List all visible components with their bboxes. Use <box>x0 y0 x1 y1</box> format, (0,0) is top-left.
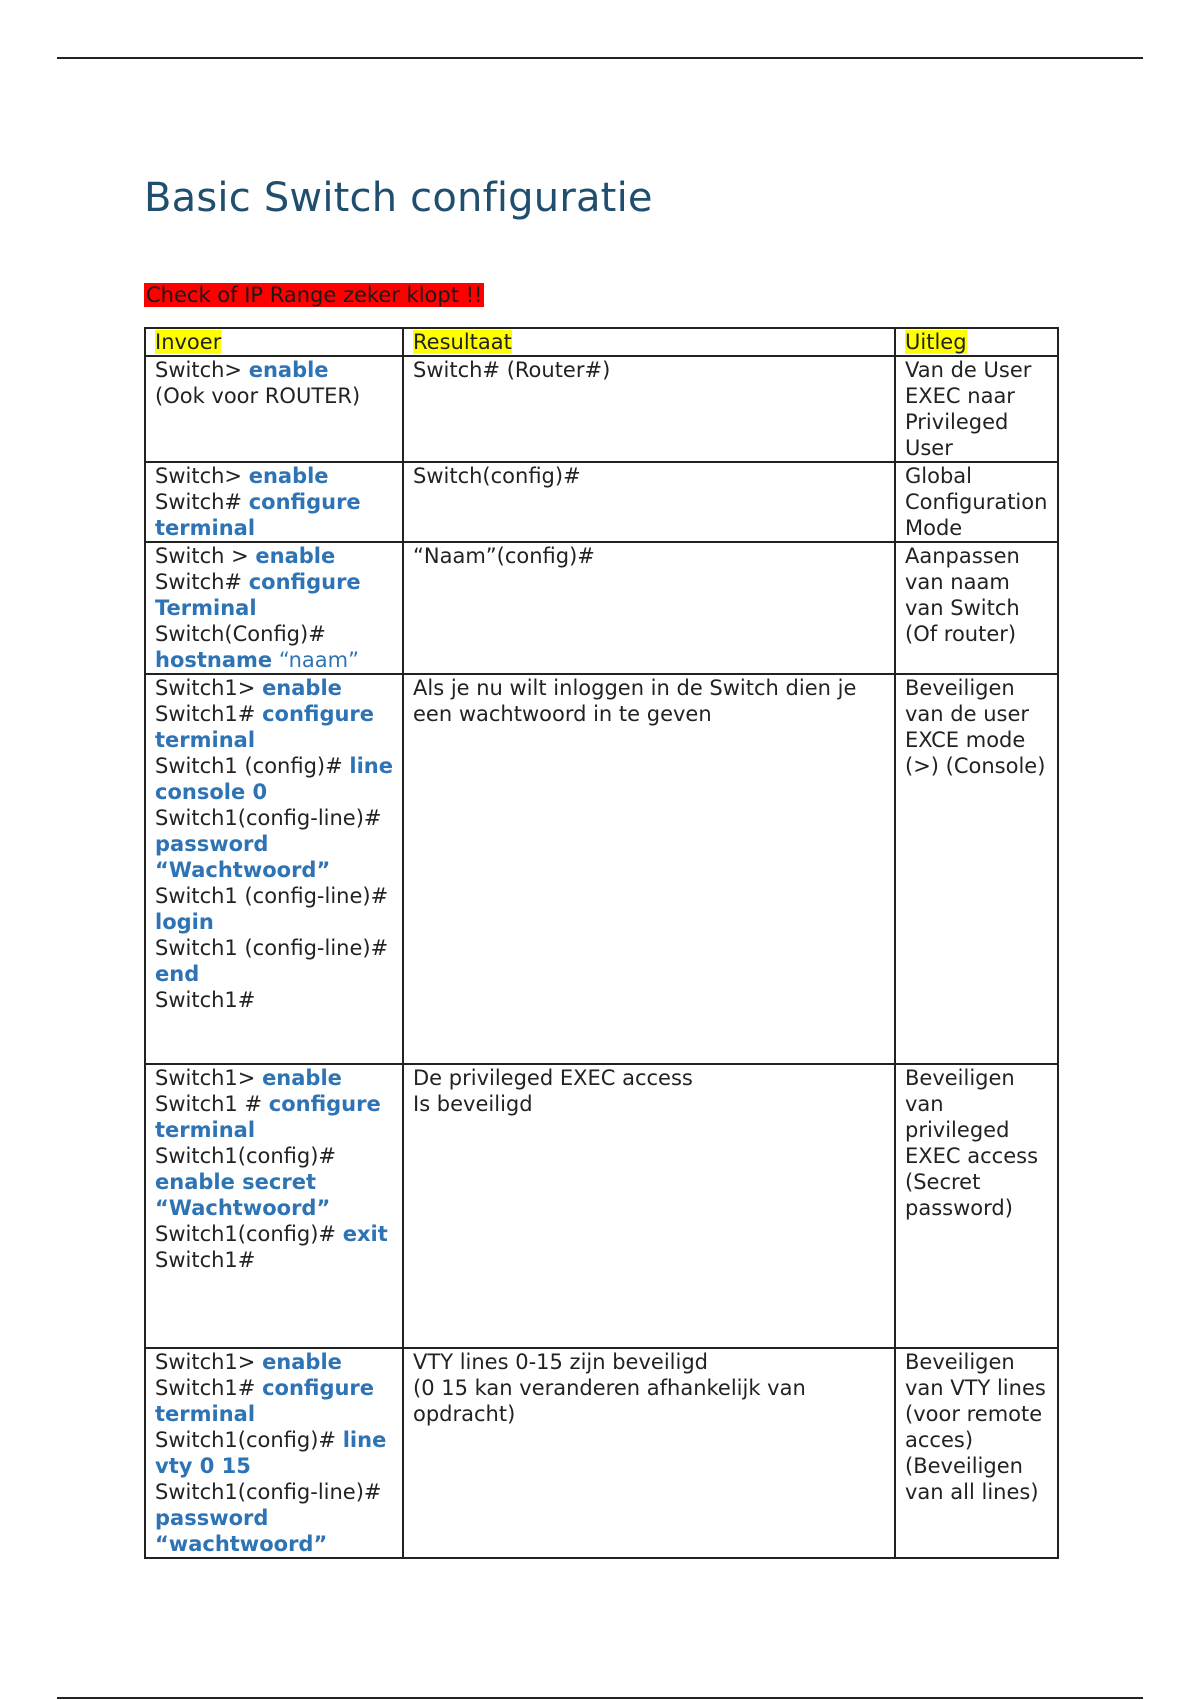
command-line <box>155 569 393 621</box>
command-line <box>155 463 393 489</box>
prompt-text: Switch1# <box>155 1248 256 1272</box>
table-row <box>145 542 1058 674</box>
input-cell <box>145 356 403 462</box>
prompt-text: Switch1 (config)# <box>155 754 350 778</box>
prompt-text: Switch> <box>155 464 249 488</box>
command-line <box>155 805 393 883</box>
command-keyword: enable <box>262 1066 342 1090</box>
explanation-cell <box>895 356 1058 462</box>
prompt-text: Switch1(config)# <box>155 1222 343 1246</box>
table-row <box>145 1064 1058 1348</box>
result-cell <box>403 674 895 1064</box>
prompt-text: Switch1 # <box>155 1092 269 1116</box>
command-keyword: password “Wachtwoord” <box>155 832 331 882</box>
command-line <box>155 543 393 569</box>
command-keyword: end <box>155 962 200 986</box>
command-keyword: line vty 0 15 <box>155 1428 387 1478</box>
prompt-text: Switch1# <box>155 702 263 726</box>
command-argument: “naam” <box>272 648 359 672</box>
result-cell <box>403 462 895 542</box>
command-line <box>155 675 393 701</box>
result-text: Switch# (Router#) <box>413 358 611 382</box>
input-cell <box>145 674 403 1064</box>
explanation-cell <box>895 542 1058 674</box>
prompt-text: Switch# <box>155 490 249 514</box>
header-input: Invoer <box>145 328 403 356</box>
command-line <box>155 647 393 673</box>
explanation-cell <box>895 674 1058 1064</box>
command-keyword: enable secret “Wachtwoord” <box>155 1170 331 1220</box>
command-line <box>155 1479 393 1557</box>
command-keyword: exit <box>342 1222 388 1246</box>
command-line <box>155 621 393 647</box>
command-line <box>155 753 393 805</box>
header-result: Resultaat <box>403 328 895 356</box>
prompt-text: Switch1> <box>155 1350 263 1374</box>
input-cell <box>145 462 403 542</box>
page-title: Basic Switch configuratie <box>144 175 653 221</box>
command-keyword: hostname <box>155 648 273 672</box>
input-cell <box>145 542 403 674</box>
result-cell <box>403 1348 895 1558</box>
prompt-text: Switch1 (config-line)# <box>155 884 389 908</box>
result-text: (0 15 kan veranderen afhankelijk van opdracht) <box>413 1376 806 1426</box>
explanation-cell <box>895 1348 1058 1558</box>
command-keyword: configure terminal <box>155 1376 375 1426</box>
explanation-text: Beveiligen van de user EXCE mode (>) (Console) <box>905 676 1046 778</box>
prompt-text: Switch1(config-line)# <box>155 806 382 830</box>
prompt-text: Switch1(config-line)# <box>155 1480 382 1504</box>
prompt-text: Switch > <box>155 544 256 568</box>
result-text: “Naam”(config)# <box>413 544 595 568</box>
explanation-cell <box>895 462 1058 542</box>
table-header-row <box>145 328 1058 356</box>
prompt-text: Switch1# <box>155 1376 263 1400</box>
command-line <box>155 1143 393 1221</box>
top-rule <box>57 57 1143 59</box>
result-text: De privileged EXEC access <box>413 1066 693 1090</box>
command-keyword: enable <box>262 1350 342 1374</box>
explanation-text: Beveiligen van VTY lines (voor remote acces) (Beveiligen van all lines) <box>905 1350 1046 1504</box>
input-cell <box>145 1064 403 1348</box>
result-text: Is beveiligd <box>413 1092 533 1116</box>
prompt-text: (Ook voor ROUTER) <box>155 384 361 408</box>
prompt-text: Switch1> <box>155 676 263 700</box>
result-cell <box>403 1064 895 1348</box>
config-table <box>144 327 1059 1559</box>
explanation-text: Aanpassen van naam van Switch (Of router) <box>905 544 1020 646</box>
command-keyword: enable <box>262 676 342 700</box>
table-row <box>145 462 1058 542</box>
prompt-text: Switch1> <box>155 1066 263 1090</box>
explanation-text: Beveiligen van privileged EXEC access (Secret password) <box>905 1066 1039 1220</box>
prompt-text: Switch> <box>155 358 249 382</box>
command-line <box>155 1221 393 1247</box>
header-explanation: Uitleg <box>895 328 1058 356</box>
command-line <box>155 987 393 1013</box>
result-text: VTY lines 0-15 zijn beveiligd <box>413 1350 708 1374</box>
command-line <box>155 701 393 753</box>
command-keyword: enable <box>248 358 329 382</box>
ip-range-warning <box>144 282 484 309</box>
command-keyword: password “wachtwoord” <box>155 1506 328 1556</box>
prompt-text: Switch1# <box>155 988 256 1012</box>
prompt-text: Switch1 (config-line)# <box>155 936 389 960</box>
command-line <box>155 489 393 541</box>
result-cell <box>403 542 895 674</box>
command-line <box>155 883 393 935</box>
input-cell <box>145 1348 403 1558</box>
result-cell <box>403 356 895 462</box>
prompt-text: Switch1(config)# <box>155 1144 337 1168</box>
explanation-text: Van de User EXEC naar Privileged User <box>905 358 1032 460</box>
command-keyword: configure terminal <box>155 1092 381 1142</box>
prompt-text: Switch(Config)# <box>155 622 326 646</box>
command-keyword: enable <box>248 464 329 488</box>
command-line <box>155 1427 393 1479</box>
command-keyword: configure terminal <box>155 490 361 540</box>
command-line <box>155 357 393 383</box>
explanation-text: Global Configuration Mode <box>905 464 1048 540</box>
command-line <box>155 383 393 409</box>
bottom-rule <box>57 1697 1143 1699</box>
explanation-cell <box>895 1064 1058 1348</box>
result-text: Switch(config)# <box>413 464 581 488</box>
prompt-text: Switch1(config)# <box>155 1428 343 1452</box>
command-keyword: configure terminal <box>155 702 375 752</box>
command-keyword: line console 0 <box>155 754 393 804</box>
prompt-text: Switch# <box>155 570 249 594</box>
table-row <box>145 356 1058 462</box>
warning-text: Check of IP Range zeker klopt !! <box>146 283 483 307</box>
command-keyword: configure Terminal <box>155 570 361 620</box>
command-line <box>155 1247 393 1273</box>
command-line <box>155 1375 393 1427</box>
command-line <box>155 1349 393 1375</box>
command-keyword: enable <box>255 544 336 568</box>
command-line <box>155 1091 393 1143</box>
command-line <box>155 1065 393 1091</box>
result-text: Als je nu wilt inloggen in de Switch dien je een wachtwoord in te geven <box>413 676 857 726</box>
command-keyword: login <box>155 910 214 934</box>
command-line <box>155 935 393 987</box>
table-row <box>145 674 1058 1064</box>
table-row <box>145 1348 1058 1558</box>
